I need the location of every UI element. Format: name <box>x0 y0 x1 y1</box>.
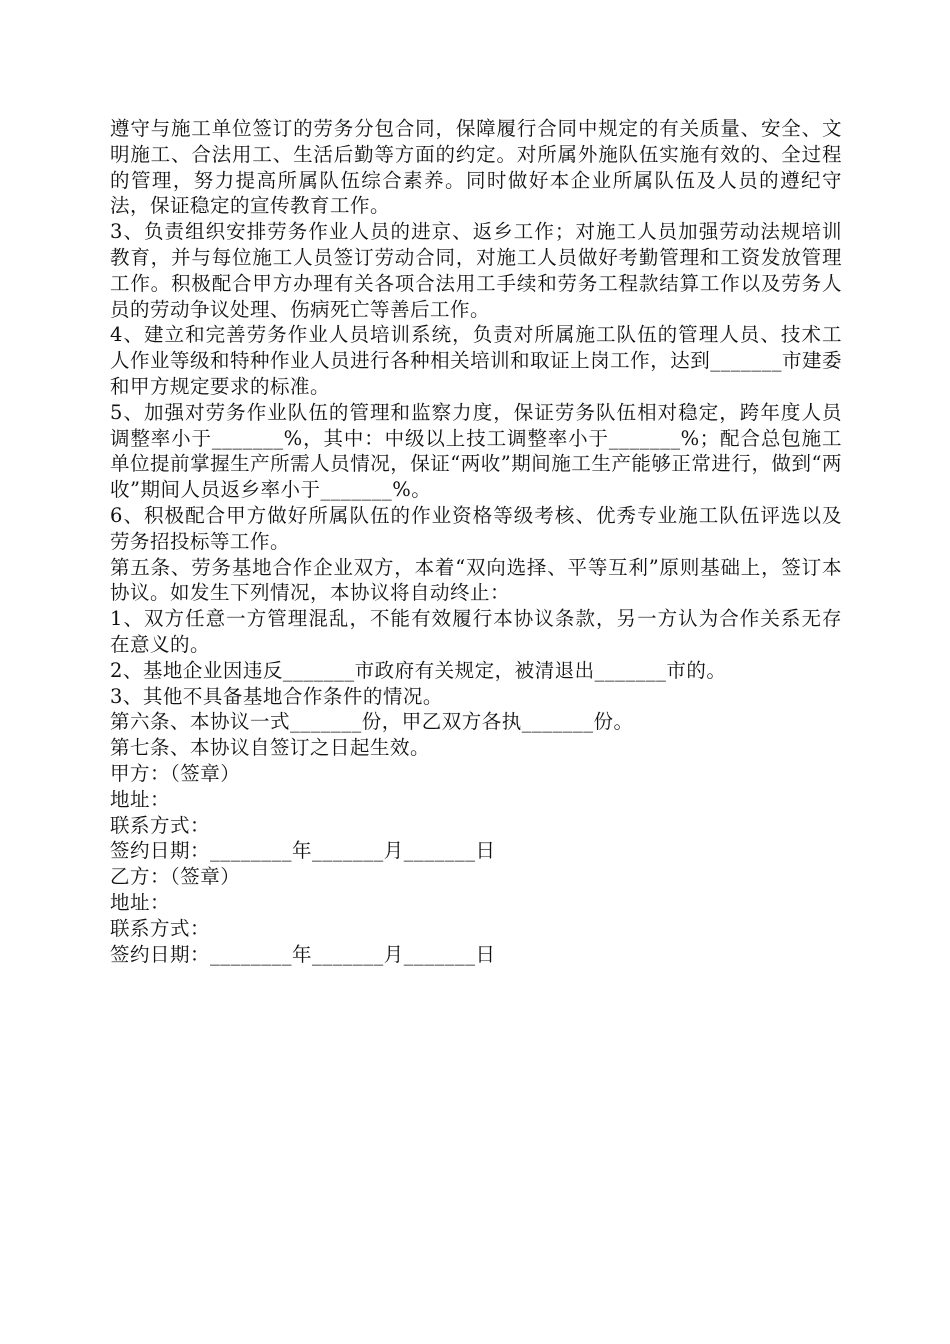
party-b-date: 签约日期：________年_______月_______日 <box>110 942 496 966</box>
party-b-label: 乙方：（签章） <box>110 865 241 889</box>
party-b-signature-block <box>110 864 842 967</box>
paragraph-article-6: 第六条、本协议一式_______份，甲乙双方各执_______份。 <box>110 710 634 734</box>
paragraph-termination-2: 2、基地企业因违反_______市政府有关规定，被清退出_______市的。 <box>110 658 727 682</box>
party-a-contact: 联系方式： <box>110 813 211 837</box>
paragraph-obligations: 遵守与施工单位签订的劳务分包合同，保障履行合同中规定的有关质量、安全、文明施工、合法用工、生活后勤等方面的约定。对所属外施队伍实施有效的、全过程的管理，努力提高所属队伍综合素养。同时做好本企业所属队伍及人员的遵纪守法，保证稳定的宣传教育工作。 <box>110 117 842 218</box>
party-b-contact: 联系方式： <box>110 916 211 940</box>
paragraph-termination-1: 1、双方任意一方管理混乱，不能有效履行本协议条款，另一方认为合作关系无存在意义的。 <box>110 607 842 656</box>
document-body <box>110 116 842 967</box>
paragraph-item-5: 5、加强对劳务作业队伍的管理和监察力度，保证劳务队伍相对稳定，跨年度人员调整率小于_______%，其中：中级以上技工调整率小于_______%；配合总包施工单位提前掌握生产所需人员情况，保证“两收”期间施工生产能够正常进行，做到“两收”期间人员返乡率小于_______%。 <box>110 400 842 502</box>
party-b-address: 地址： <box>110 890 171 914</box>
paragraph-article-7: 第七条、本协议自签订之日起生效。 <box>110 736 431 760</box>
paragraph-article-5: 第五条、劳务基地合作企业双方，本着“双向选择、平等互利”原则基础上，签订本协议。如发生下列情况，本协议将自动终止： <box>110 555 842 605</box>
paragraph-item-4: 4、建立和完善劳务作业人员培训系统，负责对所属施工队伍的管理人员、技术工人作业等级和特种作业人员进行各种相关培训和取证上岗工作，达到_______市建委和甲方规定要求的标准。 <box>110 323 842 398</box>
party-a-signature-block <box>110 761 842 864</box>
party-a-label: 甲方：（签章） <box>110 761 241 785</box>
party-a-address: 地址： <box>110 787 171 811</box>
paragraph-item-6: 6、积极配合甲方做好所属队伍的作业资格等级考核、优秀专业施工队伍评选以及劳务招投标等工作。 <box>110 503 842 553</box>
paragraph-termination-3: 3、其他不具备基地合作条件的情况。 <box>110 684 443 708</box>
party-a-date: 签约日期：________年_______月_______日 <box>110 839 496 863</box>
paragraph-item-3: 3、负责组织安排劳务作业人员的进京、返乡工作；对施工人员加强劳动法规培训教育，并与每位施工人员签订劳动合同，对施工人员做好考勤管理和工资发放管理工作。积极配合甲方办理有关各项合法用工手续和劳务工程款结算工作以及劳务人员的劳动争议处理、伤病死亡等善后工作。 <box>110 220 842 321</box>
